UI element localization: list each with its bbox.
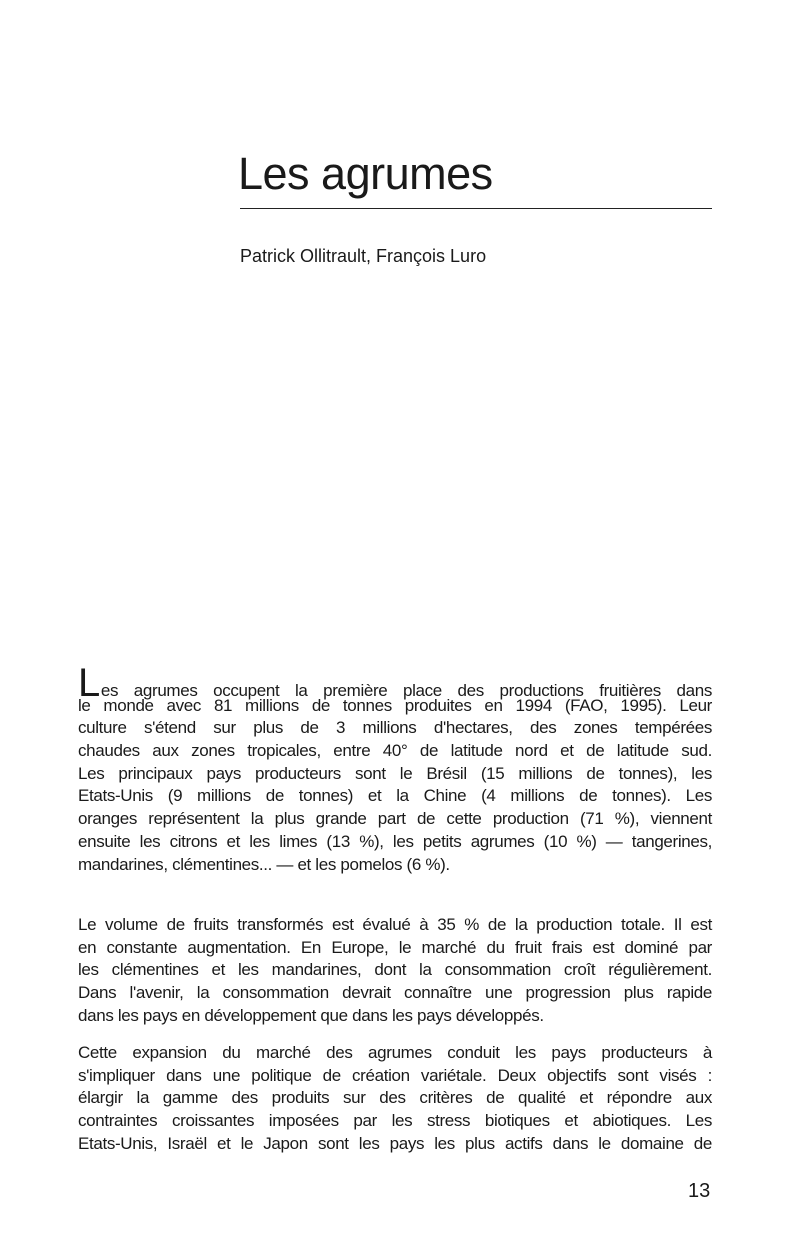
text-line: ensuite les citrons et les limes (13 %), les petits agrumes (10 %) — tangerines, — [78, 831, 712, 851]
chapter-title: Les agrumes — [238, 148, 493, 199]
text-line: oranges représentent la plus grande part de cette production (71 %), viennent — [78, 809, 712, 829]
text-line: contraintes croissantes imposées par les stress biotiques et abiotiques. Les — [78, 1111, 712, 1131]
paragraph-2 — [78, 914, 712, 1027]
text-line: culture s'étend sur plus de 3 millions d'hectares, des zones tempérées — [78, 718, 712, 738]
text-line: Etats-Unis, Israël et le Japon sont les pays les plus actifs dans le domaine de — [78, 1133, 712, 1153]
text-line-content: es agrumes occupent la première place des productions fruitières dans — [100, 681, 712, 700]
text-line: les clémentines et les mandarines, dont la consommation croît régulièrement. — [78, 960, 712, 980]
text-line: élargir la gamme des produits sur des critères de qualité et répondre aux — [78, 1088, 712, 1108]
text-line: Etats-Unis (9 millions de tonnes) et la Chine (4 millions de tonnes). Les — [78, 786, 712, 806]
text-line: en constante augmentation. En Europe, le marché du fruit frais est dominé par — [78, 937, 712, 957]
authors: Patrick Ollitrault, François Luro — [240, 246, 487, 266]
page-number: 13 — [688, 1180, 711, 1202]
text-line: le monde avec 81 millions de tonnes produites en 1994 (FAO, 1995). Leur — [78, 695, 712, 715]
text-line: mandarines, clémentines... — et les pomelos (6 %). — [78, 854, 450, 874]
paragraph-1 — [78, 661, 712, 876]
paragraph-3 — [78, 1042, 712, 1155]
text-line: Cette expansion du marché des agrumes conduit les pays producteurs à — [78, 1043, 712, 1062]
text-line: Dans l'avenir, la consommation devrait connaître une progression plus rapide — [78, 983, 712, 1003]
text-line: Le volume de fruits transformés est évalué à 35 % de la production totale. Il est — [78, 915, 712, 934]
title-rule — [240, 208, 712, 209]
text-line: s'impliquer dans une politique de création variétale. Deux objectifs sont visés : — [78, 1065, 712, 1085]
text-line: Les principaux pays producteurs sont le Brésil (15 millions de tonnes), les — [78, 763, 712, 783]
drop-cap: L — [78, 661, 100, 705]
text-line: dans les pays en développement que dans les pays développés. — [78, 1005, 544, 1025]
text-line: chaudes aux zones tropicales, entre 40° de latitude nord et de latitude sud. — [78, 741, 712, 761]
